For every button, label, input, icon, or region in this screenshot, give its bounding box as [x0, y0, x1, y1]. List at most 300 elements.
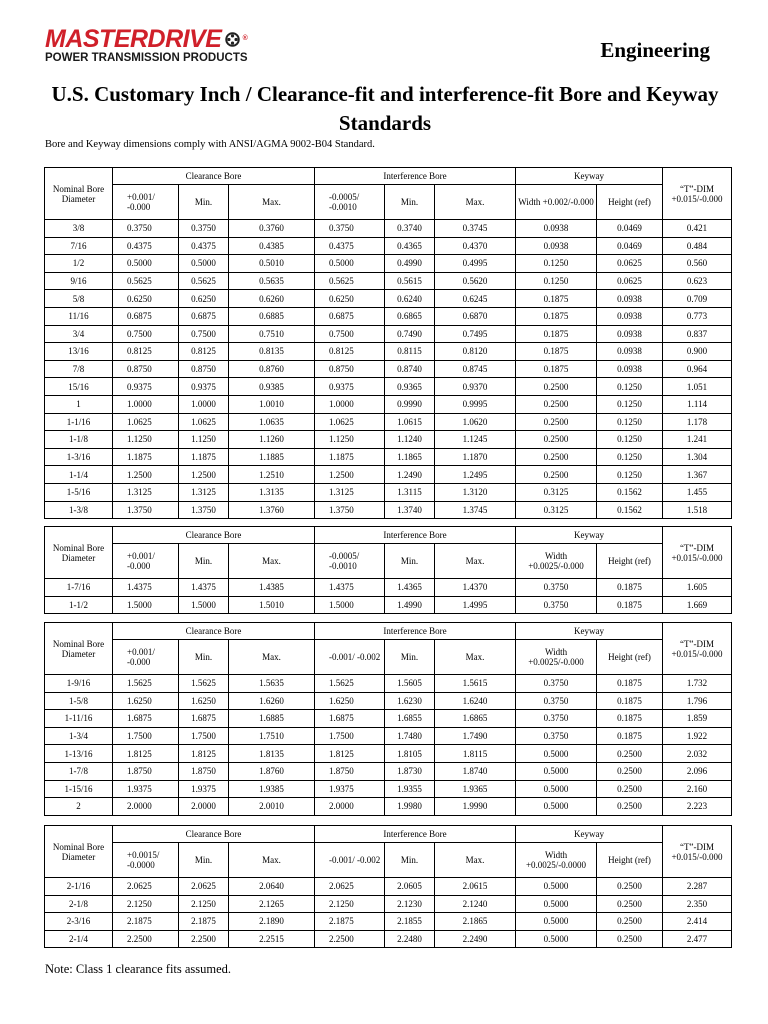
cell-keyway-width: 0.1875 — [516, 290, 597, 308]
cell-nominal: 2-3/16 — [45, 913, 113, 931]
table-row — [45, 483, 732, 501]
cell-clearance-nominal: 1.6875 — [113, 710, 179, 728]
cell-keyway-height: 0.1875 — [597, 579, 663, 597]
cell-t-dim: 2.223 — [663, 798, 732, 816]
cell-clearance-max: 1.8760 — [229, 762, 315, 780]
cell-clearance-max: 2.2515 — [229, 930, 315, 948]
header-interference-min: Min. — [385, 544, 435, 579]
header-clearance-tolerance: +0.001/ -0.000 — [113, 544, 179, 579]
cell-nominal: 2 — [45, 798, 113, 816]
cell-keyway-height: 0.1875 — [597, 727, 663, 745]
cell-interference-max: 1.9365 — [435, 780, 516, 798]
cell-t-dim: 0.709 — [663, 290, 732, 308]
cell-interference-nominal: 1.3125 — [315, 483, 385, 501]
cell-clearance-min: 0.7500 — [179, 325, 229, 343]
cell-interference-nominal: 2.1250 — [315, 895, 385, 913]
cell-clearance-max: 1.2510 — [229, 466, 315, 484]
table-row — [45, 220, 732, 238]
cell-keyway-width: 0.5000 — [516, 745, 597, 763]
cell-interference-max: 1.3120 — [435, 483, 516, 501]
cell-clearance-max: 2.1890 — [229, 913, 315, 931]
cell-t-dim: 0.773 — [663, 307, 732, 325]
table-header-row — [45, 640, 732, 675]
header-nominal-bore: Nominal Bore Diameter — [45, 168, 113, 220]
header-interference-tolerance: -0.001/ -0.002 — [315, 640, 385, 675]
cell-clearance-nominal: 0.6875 — [113, 307, 179, 325]
cell-keyway-height: 0.1875 — [597, 692, 663, 710]
cell-interference-max: 0.6245 — [435, 290, 516, 308]
header-nominal-bore: Nominal Bore Diameter — [45, 623, 113, 675]
cell-interference-min: 0.5615 — [385, 272, 435, 290]
cell-interference-max: 0.9995 — [435, 395, 516, 413]
cell-clearance-nominal: 1.1875 — [113, 448, 179, 466]
header-keyway-width: Width +0.0025/-0.000 — [516, 544, 597, 579]
cell-interference-min: 2.1230 — [385, 895, 435, 913]
cell-t-dim: 1.732 — [663, 675, 732, 693]
cell-clearance-nominal: 2.0625 — [113, 878, 179, 896]
standard-note: Bore and Keyway dimensions comply with ANSI/AGMA 9002-B04 Standard. — [45, 139, 375, 150]
cell-interference-max: 1.6865 — [435, 710, 516, 728]
cell-nominal: 13/16 — [45, 343, 113, 361]
cell-clearance-nominal: 1.3750 — [113, 501, 179, 519]
cell-interference-max: 1.5615 — [435, 675, 516, 693]
header-clearance-bore: Clearance Bore — [113, 826, 315, 843]
cell-nominal: 1-1/2 — [45, 596, 113, 614]
cell-nominal: 9/16 — [45, 272, 113, 290]
cell-interference-min: 1.1240 — [385, 431, 435, 449]
cell-keyway-width: 0.2500 — [516, 431, 597, 449]
cell-clearance-min: 1.4375 — [179, 579, 229, 597]
cell-interference-min: 1.2490 — [385, 466, 435, 484]
cell-clearance-max: 1.0010 — [229, 395, 315, 413]
cell-clearance-min: 1.0625 — [179, 413, 229, 431]
cell-interference-min: 1.7480 — [385, 727, 435, 745]
cell-clearance-min: 1.1875 — [179, 448, 229, 466]
cell-nominal: 1-1/4 — [45, 466, 113, 484]
header-keyway-height: Height (ref) — [597, 185, 663, 220]
cell-keyway-height: 0.1875 — [597, 675, 663, 693]
table-row — [45, 895, 732, 913]
cell-keyway-height: 0.0938 — [597, 325, 663, 343]
cell-interference-max: 0.4370 — [435, 237, 516, 255]
cell-interference-min: 0.6865 — [385, 307, 435, 325]
table-header-row — [45, 843, 732, 878]
table-row — [45, 325, 732, 343]
cell-clearance-nominal: 2.1250 — [113, 895, 179, 913]
cell-keyway-height: 0.2500 — [597, 878, 663, 896]
cell-keyway-width: 0.2500 — [516, 466, 597, 484]
cell-nominal: 1-3/8 — [45, 501, 113, 519]
header-clearance-min: Min. — [179, 843, 229, 878]
cell-clearance-max: 1.1885 — [229, 448, 315, 466]
cell-clearance-nominal: 1.2500 — [113, 466, 179, 484]
cell-keyway-width: 0.3750 — [516, 675, 597, 693]
table-header-group-row — [45, 168, 732, 185]
cell-clearance-min: 0.5000 — [179, 255, 229, 273]
cell-t-dim: 1.455 — [663, 483, 732, 501]
header-keyway-height: Height (ref) — [597, 544, 663, 579]
table-row — [45, 675, 732, 693]
cell-keyway-height: 0.0469 — [597, 237, 663, 255]
cell-nominal: 2-1/16 — [45, 878, 113, 896]
cell-interference-max: 1.4370 — [435, 579, 516, 597]
cell-t-dim: 0.837 — [663, 325, 732, 343]
cell-keyway-width: 0.2500 — [516, 395, 597, 413]
header-keyway-width: Width +0.0025/-0.000 — [516, 640, 597, 675]
cell-interference-min: 2.1855 — [385, 913, 435, 931]
cell-clearance-max: 2.1265 — [229, 895, 315, 913]
cell-interference-max: 0.4995 — [435, 255, 516, 273]
cell-interference-nominal: 1.6250 — [315, 692, 385, 710]
section-title: Engineering — [600, 38, 710, 62]
cell-interference-max: 1.1245 — [435, 431, 516, 449]
cell-nominal: 1 — [45, 395, 113, 413]
table-row — [45, 579, 732, 597]
cell-interference-max: 1.3745 — [435, 501, 516, 519]
cell-keyway-height: 0.1250 — [597, 395, 663, 413]
cell-nominal: 1/2 — [45, 255, 113, 273]
cell-clearance-nominal: 0.4375 — [113, 237, 179, 255]
cell-interference-min: 0.9365 — [385, 378, 435, 396]
cell-interference-max: 0.9370 — [435, 378, 516, 396]
cell-interference-nominal: 2.0000 — [315, 798, 385, 816]
header-clearance-min: Min. — [179, 544, 229, 579]
table-row — [45, 930, 732, 948]
cell-interference-max: 2.2490 — [435, 930, 516, 948]
header-keyway: Keyway — [516, 623, 663, 640]
cell-interference-nominal: 2.2500 — [315, 930, 385, 948]
cell-interference-max: 0.5620 — [435, 272, 516, 290]
cell-interference-max: 0.3745 — [435, 220, 516, 238]
table-header-row — [45, 544, 732, 579]
cell-keyway-width: 0.1875 — [516, 360, 597, 378]
cell-keyway-width: 0.5000 — [516, 762, 597, 780]
cell-interference-nominal: 1.4375 — [315, 579, 385, 597]
cell-clearance-max: 0.6260 — [229, 290, 315, 308]
cell-clearance-max: 0.7510 — [229, 325, 315, 343]
cell-interference-nominal: 1.5000 — [315, 596, 385, 614]
header-interference-tolerance: -0.0005/ -0.0010 — [315, 185, 385, 220]
header-clearance-min: Min. — [179, 640, 229, 675]
cell-keyway-width: 0.3125 — [516, 483, 597, 501]
header-nominal-bore: Nominal Bore Diameter — [45, 527, 113, 579]
cell-interference-nominal: 1.1875 — [315, 448, 385, 466]
cell-keyway-width: 0.3750 — [516, 596, 597, 614]
header-keyway-width: Width +0.002/-0.000 — [516, 185, 597, 220]
table-row — [45, 692, 732, 710]
cell-clearance-max: 1.1260 — [229, 431, 315, 449]
header-interference-min: Min. — [385, 185, 435, 220]
cell-nominal: 5/8 — [45, 290, 113, 308]
cell-t-dim: 1.518 — [663, 501, 732, 519]
cell-clearance-min: 2.2500 — [179, 930, 229, 948]
header-t-dim: “T”-DIM +0.015/-0.000 — [663, 527, 732, 579]
cell-keyway-width: 0.1875 — [516, 343, 597, 361]
cell-interference-nominal: 1.0000 — [315, 395, 385, 413]
table-row — [45, 762, 732, 780]
cell-clearance-max: 1.5635 — [229, 675, 315, 693]
cell-nominal: 15/16 — [45, 378, 113, 396]
header-interference-max: Max. — [435, 640, 516, 675]
cell-clearance-nominal: 1.7500 — [113, 727, 179, 745]
table-row — [45, 501, 732, 519]
cell-clearance-max: 0.4385 — [229, 237, 315, 255]
cell-interference-min: 0.4990 — [385, 255, 435, 273]
cell-interference-nominal: 1.0625 — [315, 413, 385, 431]
cell-clearance-max: 2.0010 — [229, 798, 315, 816]
table-row — [45, 466, 732, 484]
cell-clearance-nominal: 0.3750 — [113, 220, 179, 238]
cell-keyway-width: 0.2500 — [516, 448, 597, 466]
cell-nominal: 2-1/8 — [45, 895, 113, 913]
cell-keyway-width: 0.5000 — [516, 878, 597, 896]
page-title: U.S. Customary Inch / Clearance-fit and interference-fit Bore and Keyway Standards — [51, 82, 719, 135]
header-clearance-max: Max. — [229, 544, 315, 579]
header-clearance-max: Max. — [229, 185, 315, 220]
cell-interference-nominal: 1.9375 — [315, 780, 385, 798]
table-row — [45, 378, 732, 396]
cell-interference-nominal: 1.6875 — [315, 710, 385, 728]
cell-clearance-max: 1.8135 — [229, 745, 315, 763]
cell-clearance-min: 0.6250 — [179, 290, 229, 308]
cell-clearance-max: 0.9385 — [229, 378, 315, 396]
cell-clearance-min: 1.8125 — [179, 745, 229, 763]
table-row — [45, 913, 732, 931]
cell-interference-nominal: 0.4375 — [315, 237, 385, 255]
table-row — [45, 360, 732, 378]
cell-interference-nominal: 0.3750 — [315, 220, 385, 238]
cell-keyway-height: 0.1250 — [597, 448, 663, 466]
cell-clearance-nominal: 1.4375 — [113, 579, 179, 597]
cell-interference-max: 2.1240 — [435, 895, 516, 913]
cell-clearance-min: 0.8125 — [179, 343, 229, 361]
cell-interference-min: 1.9355 — [385, 780, 435, 798]
cell-clearance-nominal: 0.8125 — [113, 343, 179, 361]
cell-t-dim: 1.796 — [663, 692, 732, 710]
cell-keyway-height: 0.1562 — [597, 501, 663, 519]
cell-clearance-min: 1.3750 — [179, 501, 229, 519]
cell-interference-nominal: 1.8750 — [315, 762, 385, 780]
header-interference-bore: Interference Bore — [315, 527, 516, 544]
cell-t-dim: 1.178 — [663, 413, 732, 431]
table-row — [45, 727, 732, 745]
cell-keyway-height: 0.0938 — [597, 307, 663, 325]
cell-keyway-width: 0.5000 — [516, 895, 597, 913]
cell-t-dim: 0.484 — [663, 237, 732, 255]
cell-keyway-height: 0.1250 — [597, 378, 663, 396]
cell-clearance-min: 1.1250 — [179, 431, 229, 449]
cell-interference-max: 1.7490 — [435, 727, 516, 745]
cell-clearance-min: 0.9375 — [179, 378, 229, 396]
table-row — [45, 431, 732, 449]
cell-t-dim: 0.900 — [663, 343, 732, 361]
cell-keyway-width: 0.3750 — [516, 579, 597, 597]
cell-t-dim: 2.096 — [663, 762, 732, 780]
cell-clearance-nominal: 1.8125 — [113, 745, 179, 763]
cell-nominal: 1-7/16 — [45, 579, 113, 597]
cell-nominal: 1-9/16 — [45, 675, 113, 693]
cell-interference-min: 2.2480 — [385, 930, 435, 948]
header-interference-min: Min. — [385, 843, 435, 878]
cell-interference-max: 0.8745 — [435, 360, 516, 378]
cell-clearance-min: 0.5625 — [179, 272, 229, 290]
cell-clearance-min: 0.3750 — [179, 220, 229, 238]
cell-nominal: 1-1/16 — [45, 413, 113, 431]
cell-t-dim: 2.032 — [663, 745, 732, 763]
cell-interference-min: 1.6230 — [385, 692, 435, 710]
cell-keyway-width: 0.3750 — [516, 692, 597, 710]
table-row — [45, 343, 732, 361]
cell-clearance-max: 2.0640 — [229, 878, 315, 896]
cell-interference-max: 1.0620 — [435, 413, 516, 431]
cell-clearance-min: 1.5000 — [179, 596, 229, 614]
cell-interference-min: 1.0615 — [385, 413, 435, 431]
header-interference-bore: Interference Bore — [315, 623, 516, 640]
header-keyway-height: Height (ref) — [597, 640, 663, 675]
cell-interference-min: 0.6240 — [385, 290, 435, 308]
cell-interference-max: 1.8740 — [435, 762, 516, 780]
cell-clearance-nominal: 2.0000 — [113, 798, 179, 816]
cell-clearance-nominal: 2.1875 — [113, 913, 179, 931]
cell-clearance-max: 1.3760 — [229, 501, 315, 519]
cell-nominal: 7/16 — [45, 237, 113, 255]
cell-clearance-min: 0.4375 — [179, 237, 229, 255]
cell-interference-max: 0.6870 — [435, 307, 516, 325]
cell-nominal: 7/8 — [45, 360, 113, 378]
bore-table — [44, 167, 732, 519]
cell-keyway-width: 0.1250 — [516, 272, 597, 290]
header-interference-bore: Interference Bore — [315, 168, 516, 185]
table-row — [45, 745, 732, 763]
cell-interference-max: 1.8115 — [435, 745, 516, 763]
cell-interference-max: 1.9990 — [435, 798, 516, 816]
cell-clearance-nominal: 0.5625 — [113, 272, 179, 290]
cell-clearance-nominal: 1.9375 — [113, 780, 179, 798]
cell-interference-nominal: 0.9375 — [315, 378, 385, 396]
header-clearance-bore: Clearance Bore — [113, 623, 315, 640]
cell-clearance-nominal: 0.9375 — [113, 378, 179, 396]
cell-interference-max: 1.2495 — [435, 466, 516, 484]
cell-interference-min: 1.1865 — [385, 448, 435, 466]
brand-name: MASTERDRIVE ® — [45, 25, 248, 53]
cell-nominal: 1-3/4 — [45, 727, 113, 745]
cell-interference-nominal: 2.0625 — [315, 878, 385, 896]
cell-t-dim: 1.669 — [663, 596, 732, 614]
table-row — [45, 255, 732, 273]
gear-icon — [224, 31, 241, 48]
cell-clearance-max: 0.8760 — [229, 360, 315, 378]
cell-clearance-nominal: 1.1250 — [113, 431, 179, 449]
cell-interference-nominal: 0.8125 — [315, 343, 385, 361]
table-row — [45, 237, 732, 255]
cell-t-dim: 2.287 — [663, 878, 732, 896]
header-clearance-max: Max. — [229, 843, 315, 878]
cell-interference-min: 1.6855 — [385, 710, 435, 728]
cell-nominal: 1-3/16 — [45, 448, 113, 466]
header-interference-max: Max. — [435, 843, 516, 878]
cell-t-dim: 1.859 — [663, 710, 732, 728]
cell-clearance-min: 1.8750 — [179, 762, 229, 780]
cell-interference-nominal: 1.2500 — [315, 466, 385, 484]
table-row — [45, 878, 732, 896]
cell-keyway-height: 0.0625 — [597, 272, 663, 290]
brand-logo — [45, 26, 265, 65]
header-interference-max: Max. — [435, 185, 516, 220]
cell-nominal: 1-13/16 — [45, 745, 113, 763]
cell-keyway-height: 0.2500 — [597, 895, 663, 913]
header-t-dim: “T”-DIM +0.015/-0.000 — [663, 623, 732, 675]
cell-clearance-min: 1.3125 — [179, 483, 229, 501]
cell-clearance-min: 2.1250 — [179, 895, 229, 913]
cell-interference-nominal: 0.8750 — [315, 360, 385, 378]
cell-clearance-min: 2.1875 — [179, 913, 229, 931]
cell-clearance-max: 0.5010 — [229, 255, 315, 273]
cell-interference-nominal: 1.8125 — [315, 745, 385, 763]
table-row — [45, 448, 732, 466]
header-clearance-min: Min. — [179, 185, 229, 220]
header-clearance-bore: Clearance Bore — [113, 168, 315, 185]
cell-interference-nominal: 1.5625 — [315, 675, 385, 693]
header-clearance-tolerance: +0.001/ -0.000 — [113, 640, 179, 675]
header-t-dim: “T”-DIM +0.015/-0.000 — [663, 168, 732, 220]
cell-clearance-min: 0.8750 — [179, 360, 229, 378]
table-row — [45, 710, 732, 728]
cell-interference-min: 1.8730 — [385, 762, 435, 780]
header-keyway-height: Height (ref) — [597, 843, 663, 878]
cell-nominal: 2-1/4 — [45, 930, 113, 948]
table-row — [45, 395, 732, 413]
cell-clearance-max: 1.3135 — [229, 483, 315, 501]
header-keyway: Keyway — [516, 168, 663, 185]
cell-clearance-min: 1.7500 — [179, 727, 229, 745]
cell-keyway-width: 0.2500 — [516, 378, 597, 396]
table-row — [45, 272, 732, 290]
cell-clearance-nominal: 1.6250 — [113, 692, 179, 710]
cell-keyway-width: 0.1250 — [516, 255, 597, 273]
cell-keyway-width: 0.3750 — [516, 710, 597, 728]
cell-interference-nominal: 0.6875 — [315, 307, 385, 325]
header-clearance-tolerance: +0.001/ -0.000 — [113, 185, 179, 220]
cell-clearance-nominal: 0.8750 — [113, 360, 179, 378]
table-header-row — [45, 185, 732, 220]
cell-clearance-nominal: 0.7500 — [113, 325, 179, 343]
cell-clearance-min: 2.0000 — [179, 798, 229, 816]
cell-interference-min: 2.0605 — [385, 878, 435, 896]
cell-keyway-height: 0.2500 — [597, 798, 663, 816]
cell-nominal: 1-15/16 — [45, 780, 113, 798]
cell-interference-nominal: 1.3750 — [315, 501, 385, 519]
table-row — [45, 413, 732, 431]
cell-interference-max: 1.6240 — [435, 692, 516, 710]
bore-table — [44, 526, 732, 614]
cell-keyway-width: 0.3750 — [516, 727, 597, 745]
cell-interference-max: 2.0615 — [435, 878, 516, 896]
header-keyway-width: Width +0.0025/-0.0000 — [516, 843, 597, 878]
cell-keyway-width: 0.1875 — [516, 307, 597, 325]
cell-interference-max: 1.4995 — [435, 596, 516, 614]
cell-clearance-nominal: 1.8750 — [113, 762, 179, 780]
cell-clearance-nominal: 0.5000 — [113, 255, 179, 273]
header-interference-min: Min. — [385, 640, 435, 675]
cell-keyway-width: 0.0938 — [516, 220, 597, 238]
cell-clearance-max: 1.7510 — [229, 727, 315, 745]
cell-interference-nominal: 0.5625 — [315, 272, 385, 290]
cell-t-dim: 2.160 — [663, 780, 732, 798]
table-row — [45, 780, 732, 798]
brand-tagline: POWER TRANSMISSION PRODUCTS — [45, 52, 248, 64]
cell-interference-min: 1.4365 — [385, 579, 435, 597]
cell-clearance-max: 1.6260 — [229, 692, 315, 710]
